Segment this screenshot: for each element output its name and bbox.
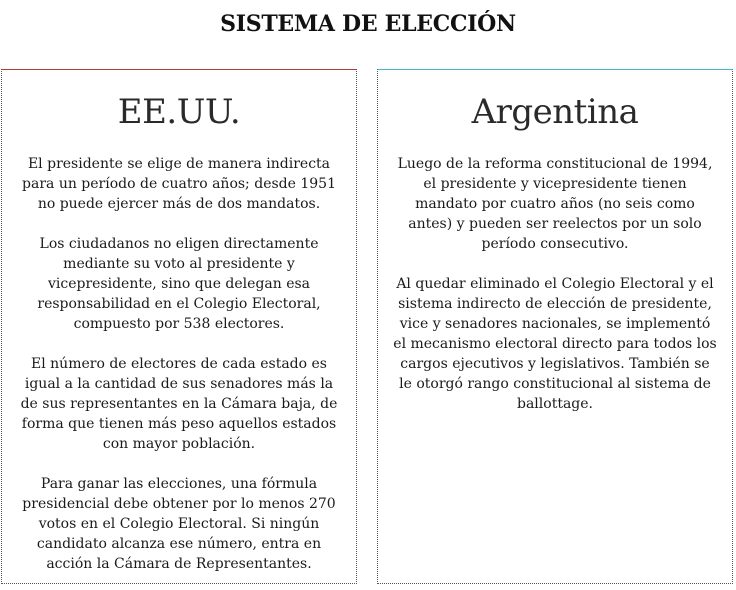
argentina-heading: Argentina [471,92,639,132]
usa-paragraph: El número de electores de cada estado es igual a la cantidad de sus senadores más la de sus representantes en la Cámara baja, de forma que tienen más peso aquellos estados con mayor población. [20,356,338,452]
usa-paragraph: Los ciudadanos no eligen directamente mediante su voto al presidente y vicepresidente, sino que delegan esa responsabilidad en el Colegio Electoral, compuesto por 538 electores. [37,236,321,332]
usa-paragraph: El presidente se elige de manera indirecta para un período de cuatro años; desde 1951 no puede ejercer más de dos mandatos. [22,156,336,212]
usa-heading: EE.UU. [117,92,241,132]
argentina-panel [377,69,733,584]
usa-text [16,154,342,574]
argentina-paragraph: Al quedar eliminado el Colegio Electoral y el sistema indirecto de elección de presidente, vice y senadores nacionales, se implementó el mecanismo electoral directo para todos los cargos ejecutivos y legislativos. También se le otorgó rango constitucional al sistema de ballottage. [393,276,717,412]
usa-paragraph: Para ganar las elecciones, una fórmula presidencial debe obtener por lo menos 270 votos en el Colegio Electoral. Si ningún candidato alcanza ese número, entra en acción la Cámara de Representantes. [22,476,336,572]
usa-panel [1,69,357,584]
argentina-text [392,154,718,414]
argentina-paragraph: Luego de la reforma constitucional de 1994, el presidente y vicepresidente tienen mandato por cuatro años (no seis como antes) y pueden ser reelectos por un solo período consecutivo. [397,156,713,252]
page-title: SISTEMA DE ELECCIÓN [220,11,516,37]
